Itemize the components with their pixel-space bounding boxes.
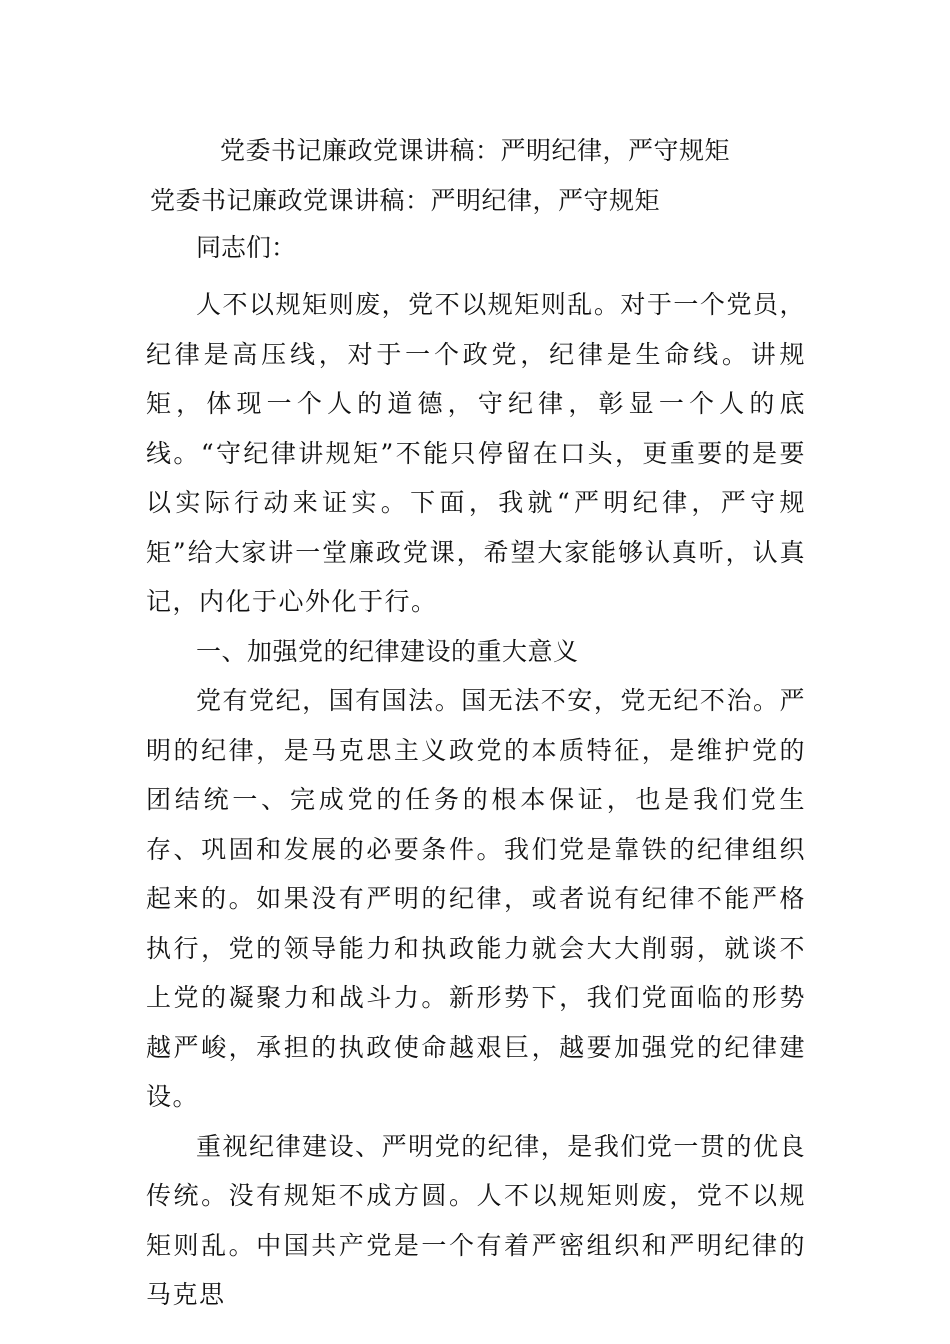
section-heading: 一、加强党的纪律建设的重大意义 bbox=[196, 636, 579, 666]
section-paragraph: 党有党纪，国有国法。国无法不安，党无纪不治。严明的纪律，是马克思主义政党的本质特征，是维护党的团结统一、完成党的任务的根本保证，也是我们党生存、巩固和发展的必要条件。我们党是靠铁的纪律组织起来的。如果没有严明的纪律，或者说有纪律不能严格执行，党的领导能力和执政能力就会大大削弱，就谈不上党的凝聚力和战斗力。新形势下，我们党面临的形势越严峻，承担的执政使命越艰巨，越要加强党的纪律建设。 bbox=[146, 686, 806, 1111]
greeting: 同志们： bbox=[196, 233, 297, 262]
page-title: 党委书记廉政党课讲稿：严明纪律，严守规矩 bbox=[219, 136, 730, 165]
document-body bbox=[146, 230, 806, 1320]
page-subtitle: 党委书记廉政党课讲稿：严明纪律，严守规矩 bbox=[150, 186, 661, 215]
section-paragraph: 重视纪律建设、严明党的纪律，是我们党一贯的优良传统。没有规矩不成方圆。人不以规矩则废，党不以规矩则乱。中国共产党是一个有着严密组织和严明纪律的马克思 bbox=[146, 1131, 806, 1309]
intro-paragraph: 人不以规矩则废，党不以规矩则乱。对于一个党员，纪律是高压线，对于一个政党，纪律是生命线。讲规矩，体现一个人的道德，守纪律，彰显一个人的底线。“守纪律讲规矩”不能只停留在口头，更重要的是要以实际行动来证实。下面，我就“严明纪律，严守规矩”给大家讲一堂廉政党课，希望大家能够认真听，认真记，内化于心外化于行。 bbox=[146, 290, 806, 616]
